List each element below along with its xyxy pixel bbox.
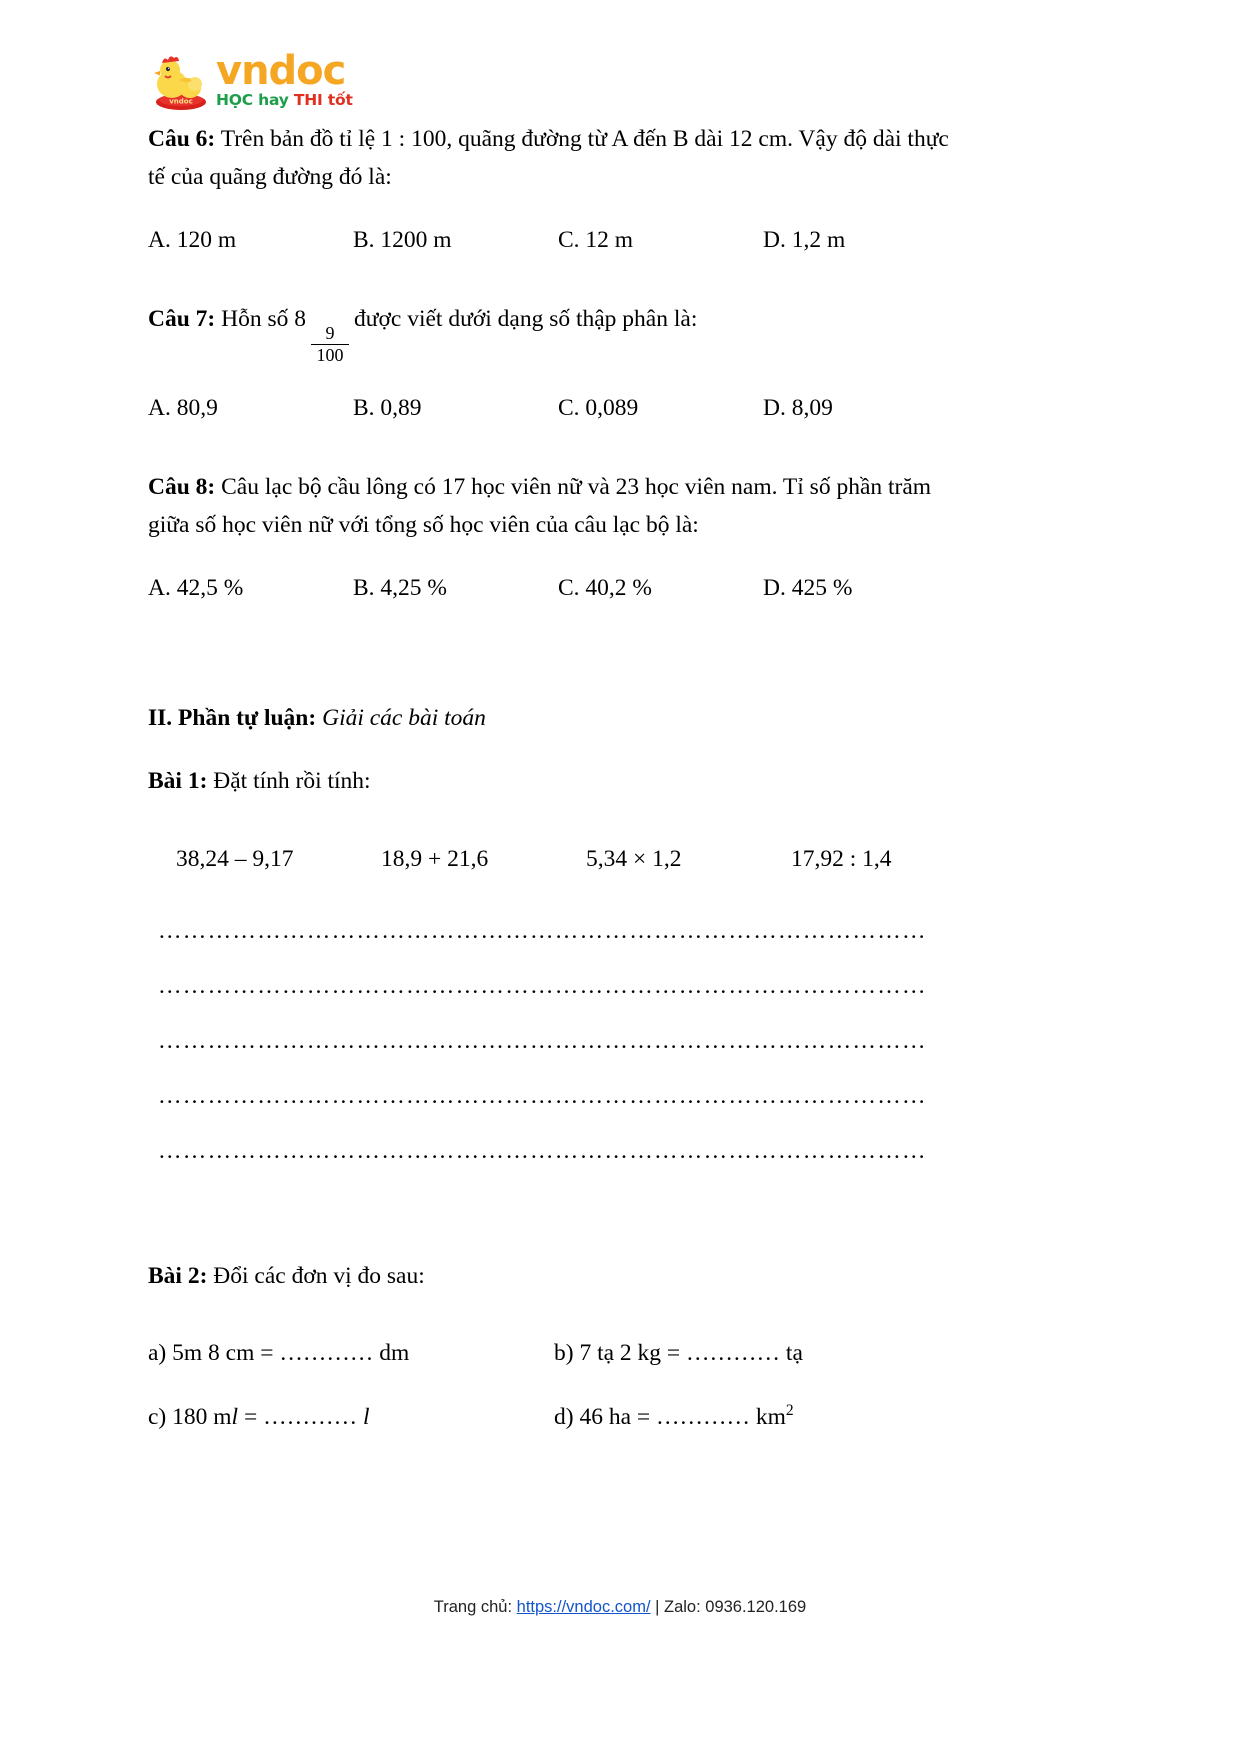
spacer <box>148 260 960 300</box>
bai-2-row-1 <box>148 1335 960 1373</box>
bai-2-item-a-unit: dm <box>379 1340 410 1367</box>
question-7-body-before: Hỗn số 8 <box>215 305 306 332</box>
bai-2-item-a[interactable] <box>148 1335 554 1373</box>
bai-2-item-d-text: d) 46 ha = ………… <box>554 1403 756 1430</box>
bai-2-row-2 <box>148 1399 960 1437</box>
chicken-mascot-icon <box>148 50 210 112</box>
spacer <box>148 608 960 700</box>
bai-2-item-c-text-2: = ………… <box>238 1403 363 1430</box>
section-label: II. Phần tự luận: <box>148 704 317 731</box>
option-d[interactable]: D. 8,09 <box>763 395 833 422</box>
mixed-number-fraction <box>311 324 349 365</box>
option-c[interactable]: C. 40,2 % <box>558 575 652 602</box>
logo-tag-hoc: HỌC <box>216 91 253 110</box>
question-7-body-after: được viết dưới dạng số thập phân là: <box>354 305 698 332</box>
footer-homepage-link[interactable]: https://vndoc.com/ <box>516 1598 651 1616</box>
spacer <box>148 801 960 841</box>
footer-suffix: | Zalo: 0936.120.169 <box>650 1598 807 1616</box>
page-footer <box>0 1598 1240 1617</box>
bai-2-item-b-text: b) 7 tạ 2 kg = ………… <box>554 1340 786 1367</box>
spacer <box>148 1194 960 1258</box>
question-7 <box>148 300 960 428</box>
option-c[interactable]: C. 12 m <box>558 227 634 254</box>
answer-line[interactable]: ………………………………………………………………………………… <box>158 1028 927 1054</box>
worksheet-content <box>148 120 960 1436</box>
question-6-options <box>148 222 960 260</box>
bai-1-expressions <box>148 841 960 879</box>
fraction-numerator: 9 <box>325 322 335 343</box>
expression-1: 38,24 – 9,17 <box>176 845 294 872</box>
option-a[interactable]: A. 42,5 % <box>148 575 244 602</box>
bai-2-heading <box>148 1258 960 1296</box>
spacer <box>148 1373 960 1399</box>
question-6 <box>148 120 960 260</box>
bai-2-item-c-unit: l <box>362 1403 370 1430</box>
fraction-denominator: 100 <box>316 344 344 365</box>
question-8-body: Câu lạc bộ cầu lông có 17 học viên nữ và 23 học viên nam. Tỉ số phần trăm giữa số học viên nữ với tổng số học viên của câu lạc bộ là: <box>148 474 932 539</box>
logo-wordmark <box>216 48 353 110</box>
spacer <box>148 544 960 570</box>
svg-text:vndoc: vndoc <box>169 97 193 106</box>
spacer <box>148 879 960 919</box>
bai-2-item-c[interactable] <box>148 1399 554 1437</box>
question-7-text <box>148 300 960 365</box>
question-7-options <box>148 390 960 428</box>
question-8-options <box>148 570 960 608</box>
logo-tag-hay: hay <box>258 91 289 110</box>
option-d[interactable]: D. 425 % <box>763 575 853 602</box>
bai-2-item-d[interactable] <box>554 1399 960 1437</box>
option-b[interactable]: B. 4,25 % <box>353 575 447 602</box>
option-c[interactable]: C. 0,089 <box>558 395 639 422</box>
question-8-text <box>148 468 960 544</box>
expression-2: 18,9 + 21,6 <box>381 845 489 872</box>
question-7-label: Câu 7: <box>148 305 216 332</box>
option-b[interactable]: B. 0,89 <box>353 395 422 422</box>
answer-line[interactable]: ………………………………………………………………………………… <box>158 1138 927 1164</box>
bai-2-item-b-unit: tạ <box>785 1340 803 1367</box>
logo-tagline <box>216 92 353 109</box>
question-6-label: Câu 6: <box>148 126 216 152</box>
section-heading-tu-luan <box>148 700 960 738</box>
spacer <box>148 196 960 222</box>
bai-2-item-c-liter-symbol: l <box>231 1403 239 1430</box>
bai-2-item-d-unit: km <box>755 1403 786 1430</box>
logo-word: vndoc <box>216 48 346 95</box>
bai-2-item-a-text: a) 5m 8 cm = ………… <box>148 1340 380 1367</box>
bai-2-text: Đổi các đơn vị đo sau: <box>207 1262 425 1289</box>
question-8-label: Câu 8: <box>148 474 216 501</box>
spacer <box>148 428 960 468</box>
option-a[interactable]: A. 120 m <box>148 227 237 254</box>
bai-2-label: Bài 2: <box>148 1262 208 1289</box>
vndoc-logo <box>148 48 448 114</box>
bai-1-label: Bài 1: <box>148 768 208 795</box>
spacer <box>148 1295 960 1335</box>
option-a[interactable]: A. 80,9 <box>148 395 218 422</box>
bai-1-text: Đặt tính rồi tính: <box>207 768 371 795</box>
logo-tag-thi: THI <box>293 91 323 110</box>
expression-3: 5,34 × 1,2 <box>586 845 682 872</box>
question-6-body: Trên bản đồ tỉ lệ 1 : 100, quãng đường từ A đến B dài 12 cm. Vậy độ dài thực tế của quãng đường đó là: <box>148 126 949 191</box>
logo-tag-tot: tốt <box>327 91 353 110</box>
answer-line[interactable]: ………………………………………………………………………………… <box>158 1083 927 1109</box>
answer-line[interactable]: ………………………………………………………………………………… <box>158 918 927 944</box>
answer-line[interactable]: ………………………………………………………………………………… <box>158 973 927 999</box>
option-d[interactable]: D. 1,2 m <box>763 227 846 254</box>
question-8 <box>148 468 960 608</box>
footer-prefix: Trang chủ: <box>433 1598 517 1616</box>
expression-4: 17,92 : 1,4 <box>791 845 892 872</box>
question-6-text <box>148 120 960 196</box>
spacer <box>148 737 960 763</box>
bai-1-heading <box>148 763 960 801</box>
option-b[interactable]: B. 1200 m <box>353 227 452 254</box>
bai-2-item-b[interactable] <box>554 1335 960 1373</box>
bai-2-item-c-text: c) 180 m <box>148 1403 232 1430</box>
section-subtitle: Giải các bài toán <box>316 704 486 731</box>
spacer <box>148 364 960 390</box>
bai-2-item-d-exponent: 2 <box>785 1401 794 1419</box>
